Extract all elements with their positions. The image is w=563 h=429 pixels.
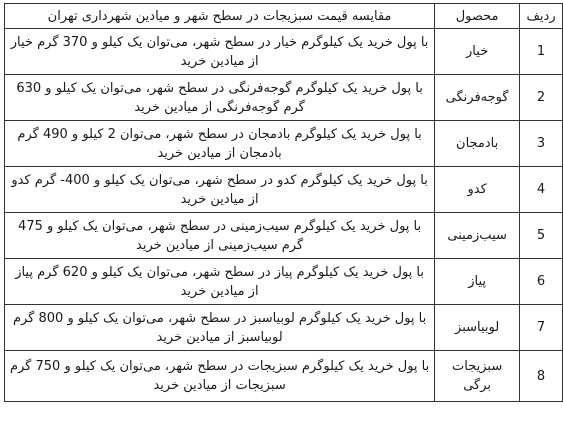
table-row: [5, 351, 563, 402]
row-index: 6: [520, 259, 563, 305]
header-index: ردیف: [520, 4, 563, 29]
table-row: [5, 213, 563, 259]
row-index: 3: [520, 121, 563, 167]
price-comparison-table: [4, 3, 563, 402]
table-row: [5, 75, 563, 121]
row-product: سبزیجات برگی: [435, 351, 520, 402]
row-comparison: با پول خرید یک کیلوگرم بادمجان در سطح شهر، می‌توان 2 کیلو و 490 گرم بادمجان از میادین خرید: [5, 121, 435, 167]
row-comparison: با پول خرید یک کیلوگرم سیب‌زمینی در سطح شهر، می‌توان یک کیلو و 475 گرم سیب‌زمینی از میادین خرید: [5, 213, 435, 259]
header-comparison: مقایسه قیمت سبزیجات در سطح شهر و میادین شهرداری تهران: [5, 4, 435, 29]
table-row: [5, 121, 563, 167]
row-comparison: با پول خرید یک کیلوگرم گوجه‌فرنگی در سطح شهر، می‌توان یک کیلو و 630 گرم گوجه‌فرنگی از میادین خرید: [5, 75, 435, 121]
header-product: محصول: [435, 4, 520, 29]
row-product: کدو: [435, 167, 520, 213]
row-index: 2: [520, 75, 563, 121]
row-index: 7: [520, 305, 563, 351]
header-row: [5, 4, 563, 29]
table-row: [5, 29, 563, 75]
row-product: پیاز: [435, 259, 520, 305]
row-comparison: با پول خرید یک کیلوگرم سبزیجات در سطح شهر، می‌توان یک کیلو و 750 گرم سبزیجات از میادین خرید: [5, 351, 435, 402]
row-product: گوجه‌فرنگی: [435, 75, 520, 121]
table-row: [5, 259, 563, 305]
table-row: [5, 305, 563, 351]
row-comparison: با پول خرید یک کیلوگرم خیار در سطح شهر، می‌توان یک کیلو و 370 گرم خیار از میادین خرید: [5, 29, 435, 75]
row-comparison: با پول خرید یک کیلوگرم پیاز در سطح شهر، می‌توان یک کیلو و 620 گرم پیاز از میادین خرید: [5, 259, 435, 305]
table-row: [5, 167, 563, 213]
row-product: سیب‌زمینی: [435, 213, 520, 259]
row-product: لوبیاسبز: [435, 305, 520, 351]
row-index: 8: [520, 351, 563, 402]
row-index: 4: [520, 167, 563, 213]
row-product: خیار: [435, 29, 520, 75]
row-product: بادمجان: [435, 121, 520, 167]
row-comparison: با پول خرید یک کیلوگرم لوبیاسبز در سطح شهر، می‌توان یک کیلو و 800 گرم لوبیاسبز از میادین خرید: [5, 305, 435, 351]
row-index: 1: [520, 29, 563, 75]
row-comparison: با پول خرید یک کیلوگرم کدو در سطح شهر، می‌توان یک کیلو و 400- گرم کدو از میادین خرید: [5, 167, 435, 213]
row-index: 5: [520, 213, 563, 259]
